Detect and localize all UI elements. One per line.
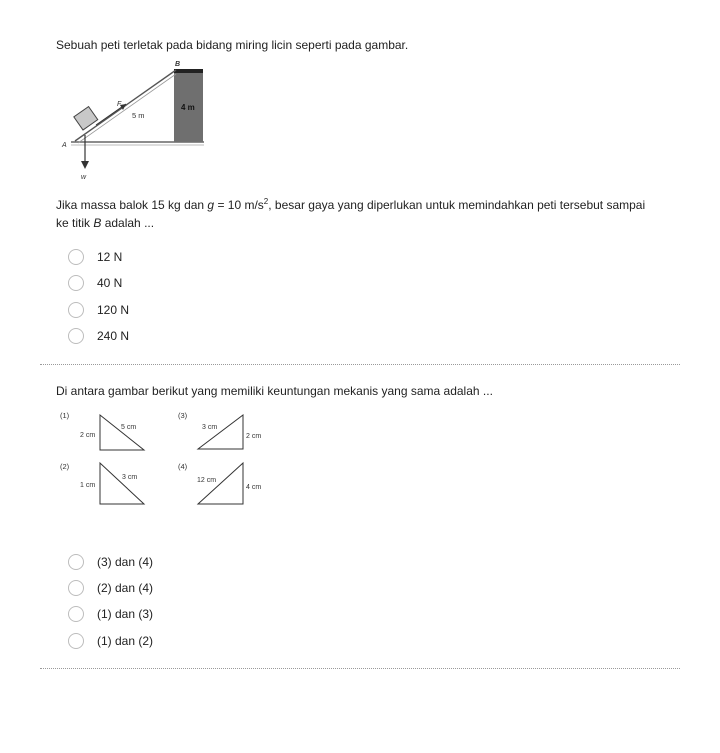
radio-button[interactable] (68, 580, 84, 596)
fig3-number: (3) (178, 411, 188, 420)
divider (40, 364, 680, 365)
question-1-text: Jika massa balok 15 kg dan g = 10 $m/s^2$, besar gaya yang diperlukan untuk memindahkan peti tersebut sampai ke titik B adalah ... (56, 197, 646, 230)
label-w: w (81, 174, 87, 181)
crate (74, 107, 98, 130)
radio-button[interactable] (68, 249, 84, 265)
fig3-side: 2 cm (246, 433, 262, 440)
weight-arrow-head (81, 161, 89, 169)
fig4-number: (4) (178, 462, 188, 471)
fig1-side: 2 cm (80, 432, 96, 439)
label-5m: 5 m (132, 111, 145, 120)
q1-option-1[interactable]: 12 N (68, 247, 122, 267)
radio-button[interactable] (68, 606, 84, 622)
fig4-side: 4 cm (246, 484, 262, 491)
fig3-top: 3 cm (202, 424, 218, 431)
q2-option-3[interactable]: (1) dan (3) (68, 604, 153, 624)
fig2-number: (2) (60, 462, 70, 471)
inclined-plane-figure (58, 55, 218, 185)
radio-button[interactable] (68, 554, 84, 570)
q1-option-3[interactable]: 120 N (68, 300, 129, 320)
radio-button[interactable] (68, 633, 84, 649)
question-2-stem: Di antara gambar berikut yang memiliki keuntungan mekanis yang sama adalah ... (56, 384, 493, 398)
fig1-hyp: 5 cm (121, 424, 137, 431)
q2-option-2[interactable]: (2) dan (4) (68, 578, 153, 598)
triangle-2 (100, 463, 144, 504)
q1-option-2[interactable]: 40 N (68, 273, 122, 293)
q2-option-4[interactable]: (1) dan (2) (68, 631, 153, 651)
label-4m: 4 m (181, 103, 195, 112)
incline-edge (78, 74, 176, 143)
triangle-1 (100, 415, 144, 450)
block-top (174, 69, 203, 73)
fig2-side: 1 cm (80, 482, 96, 489)
radio-button[interactable] (68, 302, 84, 318)
q2-option-1[interactable]: (3) dan (4) (68, 552, 153, 572)
label-A: A (62, 142, 67, 149)
label-F: F (117, 101, 122, 108)
divider (40, 668, 680, 669)
q1-option-4[interactable]: 240 N (68, 326, 129, 346)
incline-line (75, 70, 176, 141)
radio-button[interactable] (68, 275, 84, 291)
fig1-number: (1) (60, 411, 70, 420)
fig2-hyp: 3 cm (122, 474, 138, 481)
triangle-3 (198, 415, 243, 449)
triangles-figure (56, 405, 286, 510)
question-1-stem: Sebuah peti terletak pada bidang miring licin seperti pada gambar. (56, 38, 409, 52)
radio-button[interactable] (68, 328, 84, 344)
label-B: B (175, 61, 181, 68)
fig4-top: 12 cm (197, 477, 217, 484)
